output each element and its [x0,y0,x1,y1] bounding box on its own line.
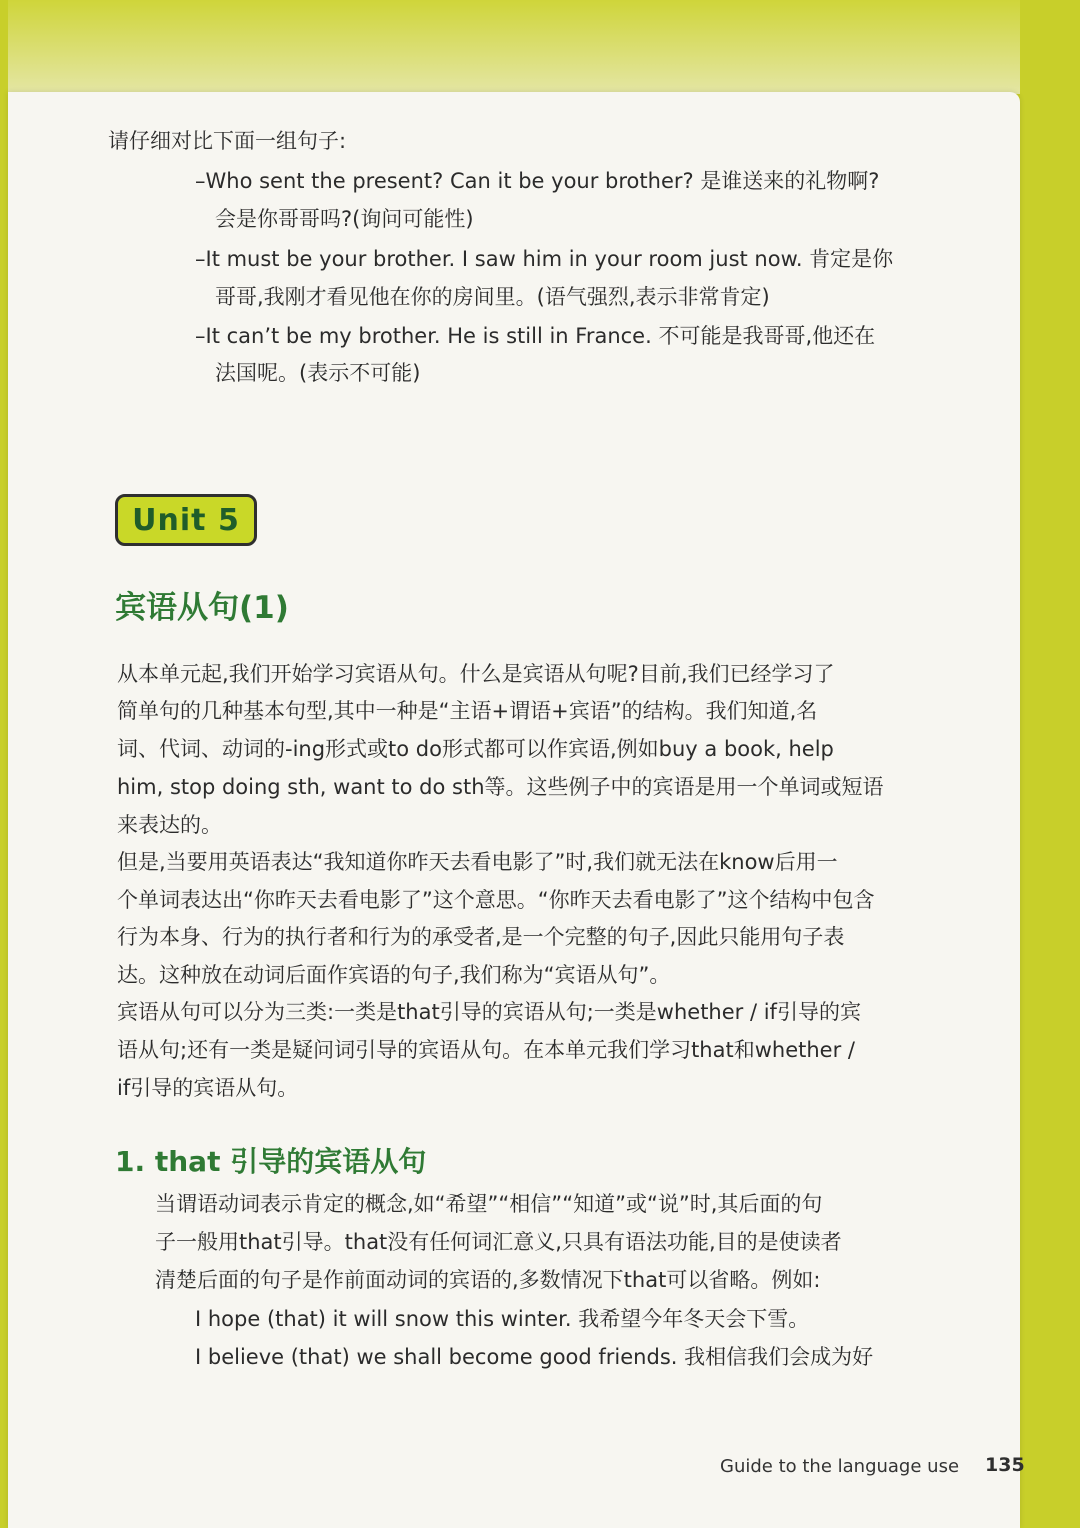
body-line: 达。这种放在动词后面作宾语的句子,我们称为“宾语从句”。 [117,963,671,987]
dialogue-line-3a: –It can’t be my brother. He is still in France. 不可能是我哥哥,他还在 [195,324,876,348]
running-footer: Guide to the language use [720,1456,960,1477]
body-line: 语从句;还有一类是疑问词引导的宾语从句。在本单元我们学习that和whether / [117,1038,855,1062]
example-sentence: I hope (that) it will snow this winter. 我希望今年冬天会下雪。 [195,1307,810,1331]
dialogue-line-2b: 哥哥,我刚才看见他在你的房间里。(语气强烈,表示非常肯定) [215,285,770,309]
dialogue-line-1a: –Who sent the present? Can it be your brother? 是谁送来的礼物啊? [195,169,880,193]
body-line: 但是,当要用英语表达“我知道你昨天去看电影了”时,我们就无法在know后用一 [117,850,838,874]
subsection-line: 子一般用that引导。that没有任何词汇意义,只具有语法功能,目的是使读者 [155,1230,842,1254]
unit-badge: Unit 5 [115,494,257,546]
body-line: 行为本身、行为的执行者和行为的承受者,是一个完整的句子,因此只能用句子表 [117,925,845,949]
dialogue-line-2a: –It must be your brother. I saw him in your room just now. 肯定是你 [195,247,894,271]
subsection-line: 清楚后面的句子是作前面动词的宾语的,多数情况下that可以省略。例如: [155,1268,821,1292]
subsection-title: 1. that 引导的宾语从句 [115,1145,427,1178]
intro-text: 请仔细对比下面一组句子: [108,129,347,153]
example-sentence: I believe (that) we shall become good friends. 我相信我们会成为好 [195,1345,874,1369]
dialogue-line-3b: 法国呢。(表示不可能) [215,361,421,385]
body-line: if引导的宾语从句。 [117,1076,299,1100]
body-line: 来表达的。 [117,813,222,837]
dialogue-line-1b: 会是你哥哥吗?(询问可能性) [215,207,474,231]
body-line: 词、代词、动词的-ing形式或to do形式都可以作宾语,例如buy a book, help [117,737,834,761]
page-number: 135 [985,1454,1025,1476]
body-line: 从本单元起,我们开始学习宾语从句。什么是宾语从句呢?目前,我们已经学习了 [117,662,835,686]
section-heading: 宾语从句(1) [115,590,289,626]
body-line: him, stop doing sth, want to do sth等。这些例子中的宾语是用一个单词或短语 [117,775,884,799]
previous-page-edge [8,0,1020,94]
body-line: 个单词表达出“你昨天去看电影了”这个意思。“你昨天去看电影了”这个结构中包含 [117,888,875,912]
body-line: 宾语从句可以分为三类:一类是that引导的宾语从句;一类是whether / if引导的宾 [117,1000,861,1024]
body-line: 简单句的几种基本句型,其中一种是“主语+谓语+宾语”的结构。我们知道,名 [117,699,818,723]
subsection-line: 当谓语动词表示肯定的概念,如“希望”“相信”“知道”或“说”时,其后面的句 [155,1192,823,1216]
